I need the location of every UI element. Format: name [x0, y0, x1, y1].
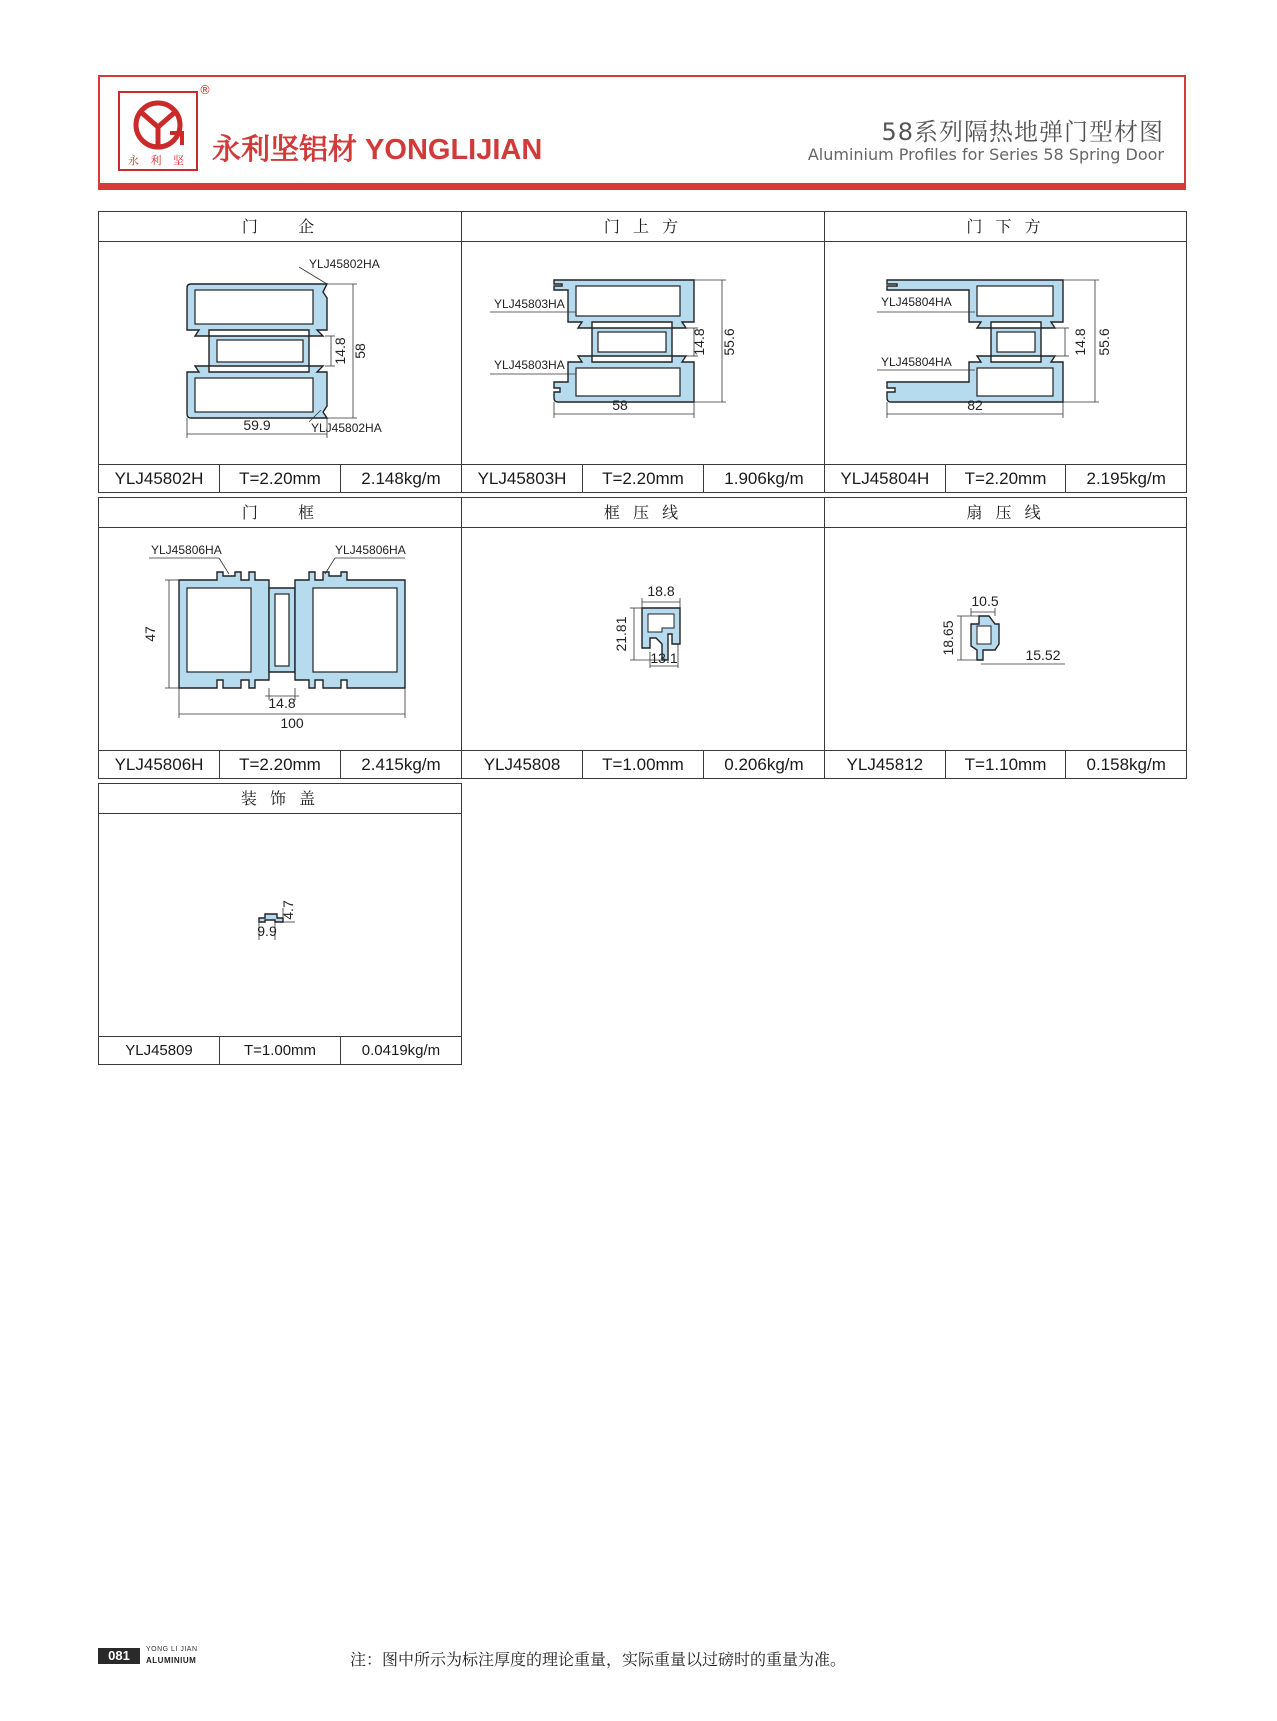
profile-drawing	[99, 528, 461, 750]
profile-code: YLJ45809	[99, 1037, 220, 1064]
dim-label: 18.8	[647, 583, 675, 599]
page-header	[98, 75, 1186, 185]
brand-logo	[118, 91, 198, 171]
profile-code: YLJ45803H	[462, 465, 583, 492]
profile-card-door-frame	[98, 497, 462, 779]
page-number: 081	[98, 1648, 140, 1664]
dim-label: 13.1	[650, 650, 678, 666]
dim-label: 58	[352, 343, 368, 359]
profile-weight: 2.195kg/m	[1086, 469, 1166, 488]
logo-text: 永 利 坚	[128, 154, 188, 167]
profile-thickness: T=2.20mm	[583, 465, 704, 492]
profile-title: 门 上 方	[462, 212, 824, 242]
dim-label: 21.81	[613, 616, 629, 652]
dim-label: 14.8	[691, 328, 707, 356]
profile-code: YLJ45808	[462, 751, 583, 778]
profile-weight: 1.906kg/m	[724, 469, 804, 488]
profile-weight: 2.415kg/m	[361, 755, 441, 774]
profile-drawing	[825, 528, 1186, 750]
profile-card-decorative-cover	[98, 783, 462, 1065]
dim-label: 9.9	[257, 923, 277, 939]
profile-card-door-bottom	[824, 211, 1187, 493]
profile-spec-row	[825, 750, 1186, 778]
dim-label: 4.7	[280, 900, 296, 920]
dim-label: 14.8	[268, 695, 296, 711]
profile-weight: 2.148kg/m	[361, 469, 441, 488]
dim-label: 59.9	[243, 417, 271, 433]
part-label: YLJ45803HA	[494, 358, 565, 372]
part-label: YLJ45806HA	[335, 543, 406, 557]
profile-drawing	[99, 242, 461, 464]
dim-label: 14.8	[332, 337, 348, 365]
profile-weight: 0.206kg/m	[724, 755, 804, 774]
brand-name: 永利坚铝材 YONGLIJIAN	[212, 134, 543, 166]
profile-weight: 0.0419kg/m	[361, 1042, 441, 1059]
profile-card-frame-bead	[461, 497, 825, 779]
page-title: 58系列隔热地弹门型材图	[881, 118, 1164, 146]
footer-brand: YONG LI JIAN	[146, 1646, 198, 1653]
profile-spec-row	[99, 1036, 461, 1064]
dim-label: 55.6	[1096, 328, 1112, 356]
profile-thickness: T=2.20mm	[220, 465, 341, 492]
profile-shape	[971, 616, 999, 660]
dim-label: 100	[280, 715, 304, 731]
profile-thickness: T=2.20mm	[946, 465, 1067, 492]
part-label: YLJ45806HA	[151, 543, 222, 557]
part-label: YLJ45802HA	[309, 257, 380, 271]
part-label: YLJ45804HA	[881, 355, 952, 369]
profile-spec-row	[99, 750, 461, 778]
profile-card-sash-bead	[824, 497, 1187, 779]
profile-title: 框 压 线	[462, 498, 824, 528]
dim-label: 47	[142, 626, 158, 642]
profile-spec-row	[462, 464, 824, 492]
dim-label: 14.8	[1072, 328, 1088, 356]
profile-thickness: T=2.20mm	[220, 751, 341, 778]
profile-thickness: T=1.10mm	[946, 751, 1067, 778]
profile-code: YLJ45804H	[825, 465, 946, 492]
profile-thickness: T=1.00mm	[583, 751, 704, 778]
dim-label: 18.65	[940, 620, 956, 656]
part-label: YLJ45803HA	[494, 297, 565, 311]
profile-title: 门 下 方	[825, 212, 1186, 242]
profile-spec-row	[462, 750, 824, 778]
dim-label: 58	[612, 397, 628, 413]
profile-drawing	[825, 242, 1186, 464]
profile-shape	[554, 280, 694, 402]
dim-label: 55.6	[721, 328, 737, 356]
profile-spec-row	[99, 464, 461, 492]
profile-drawing	[462, 242, 824, 464]
profile-code: YLJ45802H	[99, 465, 220, 492]
dim-label: 10.5	[971, 593, 999, 609]
profile-weight: 0.158kg/m	[1086, 755, 1166, 774]
profile-card-door-mullion	[98, 211, 462, 493]
profile-spec-row	[825, 464, 1186, 492]
footer-brand-sub: ALUMINIUM	[146, 1656, 197, 1665]
part-label: YLJ45804HA	[881, 295, 952, 309]
profile-title: 装 饰 盖	[99, 784, 461, 814]
profile-code: YLJ45812	[825, 751, 946, 778]
profile-title: 门 框	[99, 498, 461, 528]
page-subtitle: Aluminium Profiles for Series 58 Spring Door	[807, 145, 1164, 164]
profile-code: YLJ45806H	[99, 751, 220, 778]
profile-thickness: T=1.00mm	[220, 1037, 341, 1064]
footer-note: 注：图中所示为标注厚度的理论重量，实际重量以过磅时的重量为准。	[350, 1650, 847, 1669]
profile-title: 门 企	[99, 212, 461, 242]
dim-label: 15.52	[1025, 647, 1061, 663]
profile-title: 扇 压 线	[825, 498, 1186, 528]
profile-drawing	[99, 814, 461, 1036]
profile-drawing	[462, 528, 824, 750]
registered-mark: ®	[199, 83, 211, 97]
profile-card-door-top	[461, 211, 825, 493]
profile-shape	[187, 284, 327, 418]
profile-shape	[179, 572, 405, 688]
part-label: YLJ45802HA	[311, 421, 382, 435]
dim-label: 82	[967, 397, 983, 413]
